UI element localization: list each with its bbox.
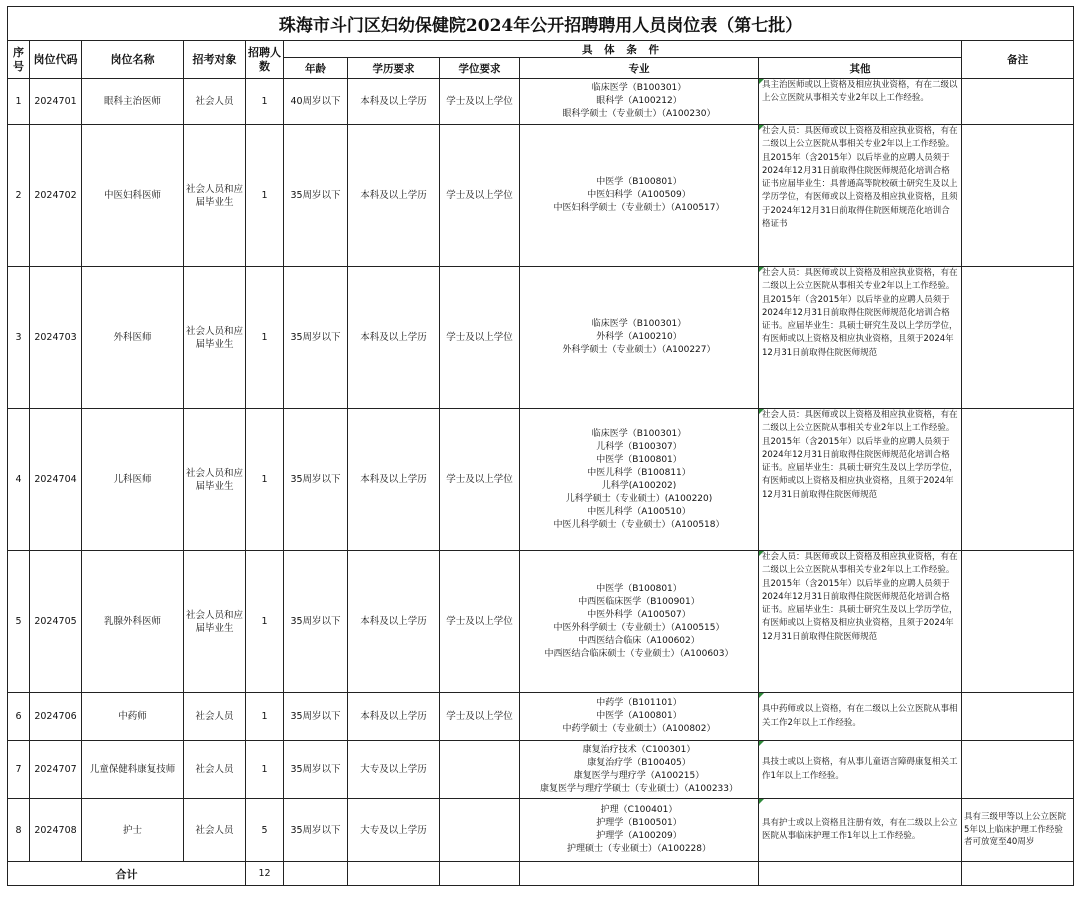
row-code: 2024706 — [30, 693, 82, 741]
row-age: 35周岁以下 — [284, 693, 348, 741]
row-name: 乳腺外科医师 — [82, 551, 184, 693]
header-code: 岗位代码 — [30, 41, 82, 79]
row-majors — [520, 79, 759, 125]
table-row — [8, 79, 1074, 125]
row-code: 2024701 — [30, 79, 82, 125]
total-label: 合计 — [8, 862, 246, 886]
major-item: 临床医学（B100301） — [591, 428, 687, 439]
major-item: 康复治疗学（B100405） — [587, 757, 691, 768]
row-code: 2024704 — [30, 409, 82, 551]
row-other — [759, 693, 962, 741]
row-count: 5 — [246, 799, 284, 862]
row-target: 社会人员 — [184, 799, 246, 862]
row-seq: 1 — [8, 79, 30, 125]
row-majors — [520, 693, 759, 741]
major-item: 中医学（B100801） — [596, 177, 682, 187]
row-seq: 2 — [8, 125, 30, 267]
major-item: 临床医学（B100301） — [591, 319, 687, 329]
major-item: 中药学硕士（专业硕士）（A100802） — [562, 724, 716, 734]
row-name: 儿科医师 — [82, 409, 184, 551]
row-education: 本科及以上学历 — [348, 409, 440, 551]
row-education: 本科及以上学历 — [348, 693, 440, 741]
major-item: 中医学（A100801） — [596, 711, 682, 721]
row-count: 1 — [246, 267, 284, 409]
major-item: 护理（C100401） — [600, 805, 678, 815]
job-table-sheet — [7, 6, 1073, 886]
row-count: 1 — [246, 79, 284, 125]
row-name: 护士 — [82, 799, 184, 862]
row-degree — [440, 799, 520, 862]
row-target: 社会人员和应届毕业生 — [184, 409, 246, 551]
row-degree: 学士及以上学位 — [440, 125, 520, 267]
major-item: 中医学（B100801） — [596, 454, 682, 465]
row-other — [759, 79, 962, 125]
major-item: 护理硕士（专业硕士）（A100228） — [566, 844, 711, 854]
header-seq: 序号 — [8, 41, 30, 79]
major-item: 康复治疗技术（C100301） — [582, 744, 696, 755]
comment-marker-icon — [759, 799, 764, 804]
row-name: 中药师 — [82, 693, 184, 741]
major-item: 中药学（B101101） — [596, 698, 682, 708]
row-name: 眼科主治医师 — [82, 79, 184, 125]
major-item: 护理学（B100501） — [596, 818, 682, 828]
major-item: 中医儿科学（B100811） — [587, 467, 691, 478]
row-age: 35周岁以下 — [284, 741, 348, 799]
major-item: 康复医学与理疗学（A100215） — [573, 770, 705, 781]
row-seq: 5 — [8, 551, 30, 693]
row-other-text: 具技士或以上资格，有从事儿童语言障碍康复相关工作1年以上工作经验。 — [762, 757, 958, 781]
comment-marker-icon — [759, 551, 764, 556]
header-remark: 备注 — [962, 41, 1074, 79]
row-other — [759, 409, 962, 551]
row-age: 35周岁以下 — [284, 125, 348, 267]
major-item: 中医外科学（A100507） — [587, 609, 691, 620]
empty-cell — [284, 862, 348, 886]
major-item: 中西医结合临床（A100602） — [578, 635, 700, 646]
row-education: 本科及以上学历 — [348, 551, 440, 693]
major-item: 中医儿科学硕士（专业硕士）（A100518） — [553, 519, 725, 530]
row-code: 2024705 — [30, 551, 82, 693]
row-education: 本科及以上学历 — [348, 125, 440, 267]
row-remark — [962, 693, 1074, 741]
row-education: 大专及以上学历 — [348, 799, 440, 862]
major-item: 中西医临床医学（B100901） — [578, 596, 700, 607]
table-row — [8, 799, 1074, 862]
comment-marker-icon — [759, 125, 764, 130]
row-remark — [962, 741, 1074, 799]
row-remark — [962, 267, 1074, 409]
header-age: 年龄 — [284, 58, 348, 79]
row-majors — [520, 409, 759, 551]
header-conditions: 具 体 条 件 — [284, 41, 962, 58]
row-remark — [962, 551, 1074, 693]
row-target: 社会人员和应届毕业生 — [184, 125, 246, 267]
row-other-text: 具有护士或以上资格且注册有效，有在二级以上公立医院从事临床护理工作1年以上工作经验。 — [762, 817, 958, 841]
row-degree: 学士及以上学位 — [440, 409, 520, 551]
table-title: 珠海市斗门区妇幼保健院2024年公开招聘聘用人员岗位表（第七批） — [8, 7, 1074, 41]
table-row — [8, 409, 1074, 551]
row-count: 1 — [246, 409, 284, 551]
major-item: 临床医学（B100301） — [591, 83, 687, 93]
row-other — [759, 741, 962, 799]
header-other: 其他 — [759, 58, 962, 79]
major-item: 中医外科学硕士（专业硕士）（A100515） — [553, 622, 725, 633]
table-row — [8, 267, 1074, 409]
row-degree: 学士及以上学位 — [440, 267, 520, 409]
row-degree: 学士及以上学位 — [440, 79, 520, 125]
header-name: 岗位名称 — [82, 41, 184, 79]
row-degree: 学士及以上学位 — [440, 551, 520, 693]
row-other-text: 社会人员：具医师或以上资格及相应执业资格，有在二级以上公立医院从事相关专业2年以上工作经验。且2015年（含2015年）以后毕业的应聘人员须于2024年12月31日前取得住院医师规范化培训合格证书。应届毕业生：具硕士研究生及以上学历学位，有医师或以上资格及相应执业资格，且须于2024年12月31日前取得住院医师规范 — [762, 410, 958, 500]
major-item: 中医学（B100801） — [596, 583, 682, 594]
row-other-text: 具主治医师或以上资格及相应执业资格，有在二级以上公立医院从事相关专业2年以上工作经验。 — [762, 80, 958, 104]
header-degree: 学位要求 — [440, 58, 520, 79]
row-education: 本科及以上学历 — [348, 267, 440, 409]
row-name: 儿童保健科康复技师 — [82, 741, 184, 799]
row-education: 本科及以上学历 — [348, 79, 440, 125]
row-other — [759, 551, 962, 693]
row-majors — [520, 741, 759, 799]
row-remark: 具有三级甲等以上公立医院5年以上临床护理工作经验者可放宽至40周岁 — [962, 799, 1074, 862]
table-row — [8, 551, 1074, 693]
row-seq: 8 — [8, 799, 30, 862]
comment-marker-icon — [759, 693, 764, 698]
row-majors — [520, 799, 759, 862]
header-education: 学历要求 — [348, 58, 440, 79]
empty-cell — [520, 862, 759, 886]
row-other — [759, 267, 962, 409]
row-other-text: 社会人员：具医师或以上资格及相应执业资格，有在二级以上公立医院从事相关专业2年以上工作经验。且2015年（含2015年）以后毕业的应聘人员须于2024年12月31日前取得住院医师规范化培训合格证书应届毕业生：具普通高等院校硕士研究生及以上学历学位，有医师或以上资格及相应执业资格，且须于2024年12月31日前取得住院医师规范化培训合格证书 — [762, 126, 958, 230]
row-target: 社会人员和应届毕业生 — [184, 551, 246, 693]
major-item: 儿科学(A100202) — [601, 480, 677, 491]
table-row — [8, 741, 1074, 799]
comment-marker-icon — [759, 409, 764, 414]
row-age: 35周岁以下 — [284, 551, 348, 693]
major-item: 外科学硕士（专业硕士）（A100227） — [562, 345, 716, 355]
row-other-text: 社会人员：具医师或以上资格及相应执业资格，有在二级以上公立医院从事相关专业2年以上工作经验。且2015年（含2015年）以后毕业的应聘人员须于2024年12月31日前取得住院医师规范化培训合格证书。应届毕业生：具硕士研究生及以上学历学位，有医师或以上资格及相应执业资格，且须于2024年12月31日前取得住院医师规范 — [762, 268, 958, 358]
major-item: 外科学（A100210） — [596, 332, 682, 342]
total-count: 12 — [246, 862, 284, 886]
header-count: 招聘人数 — [246, 41, 284, 79]
row-code: 2024702 — [30, 125, 82, 267]
comment-marker-icon — [759, 267, 764, 272]
row-seq: 6 — [8, 693, 30, 741]
row-seq: 7 — [8, 741, 30, 799]
header-target: 招考对象 — [184, 41, 246, 79]
row-count: 1 — [246, 125, 284, 267]
table-row — [8, 693, 1074, 741]
row-code: 2024708 — [30, 799, 82, 862]
empty-cell — [962, 862, 1074, 886]
row-name: 外科医师 — [82, 267, 184, 409]
major-item: 护理学（A100209） — [596, 831, 682, 841]
row-age: 35周岁以下 — [284, 267, 348, 409]
row-age: 35周岁以下 — [284, 409, 348, 551]
row-other — [759, 799, 962, 862]
major-item: 儿科学（B100307） — [596, 441, 682, 452]
row-degree: 学士及以上学位 — [440, 693, 520, 741]
row-remark — [962, 409, 1074, 551]
major-item: 中医儿科学（A100510） — [587, 506, 691, 517]
job-table — [7, 6, 1074, 886]
row-target: 社会人员 — [184, 79, 246, 125]
row-degree — [440, 741, 520, 799]
row-remark — [962, 125, 1074, 267]
row-majors — [520, 267, 759, 409]
row-remark — [962, 79, 1074, 125]
row-age: 35周岁以下 — [284, 799, 348, 862]
major-item: 中医妇科学（A100509） — [587, 190, 691, 200]
row-education: 大专及以上学历 — [348, 741, 440, 799]
row-other-text: 具中药师或以上资格，有在二级以上公立医院从事相关工作2年以上工作经验。 — [762, 704, 958, 728]
comment-marker-icon — [759, 741, 764, 746]
major-item: 中西医结合临床硕士（专业硕士）（A100603） — [544, 648, 734, 659]
major-item: 康复医学与理疗学硕士（专业硕士）（A100233） — [539, 783, 738, 794]
major-item: 眼科学（A100212） — [596, 96, 682, 106]
row-age: 40周岁以下 — [284, 79, 348, 125]
total-row — [8, 862, 1074, 886]
row-count: 1 — [246, 551, 284, 693]
row-code: 2024703 — [30, 267, 82, 409]
row-other — [759, 125, 962, 267]
major-item: 眼科学硕士（专业硕士）（A100230） — [562, 109, 716, 119]
row-majors — [520, 551, 759, 693]
row-seq: 3 — [8, 267, 30, 409]
row-name: 中医妇科医师 — [82, 125, 184, 267]
row-count: 1 — [246, 741, 284, 799]
row-seq: 4 — [8, 409, 30, 551]
row-code: 2024707 — [30, 741, 82, 799]
empty-cell — [440, 862, 520, 886]
empty-cell — [348, 862, 440, 886]
major-item: 中医妇科学硕士（专业硕士）（A100517） — [553, 203, 725, 213]
header-major: 专业 — [520, 58, 759, 79]
major-item: 儿科学硕士（专业硕士）(A100220) — [565, 493, 713, 504]
row-majors — [520, 125, 759, 267]
row-other-text: 社会人员：具医师或以上资格及相应执业资格，有在二级以上公立医院从事相关专业2年以上工作经验。且2015年（含2015年）以后毕业的应聘人员须于2024年12月31日前取得住院医师规范化培训合格证书。应届毕业生：具硕士研究生及以上学历学位，有医师或以上资格及相应执业资格，且须于2024年12月31日前取得住院医师规范 — [762, 552, 958, 642]
row-target: 社会人员和应届毕业生 — [184, 267, 246, 409]
empty-cell — [759, 862, 962, 886]
table-row — [8, 125, 1074, 267]
row-target: 社会人员 — [184, 741, 246, 799]
comment-marker-icon — [759, 79, 764, 84]
row-count: 1 — [246, 693, 284, 741]
row-target: 社会人员 — [184, 693, 246, 741]
